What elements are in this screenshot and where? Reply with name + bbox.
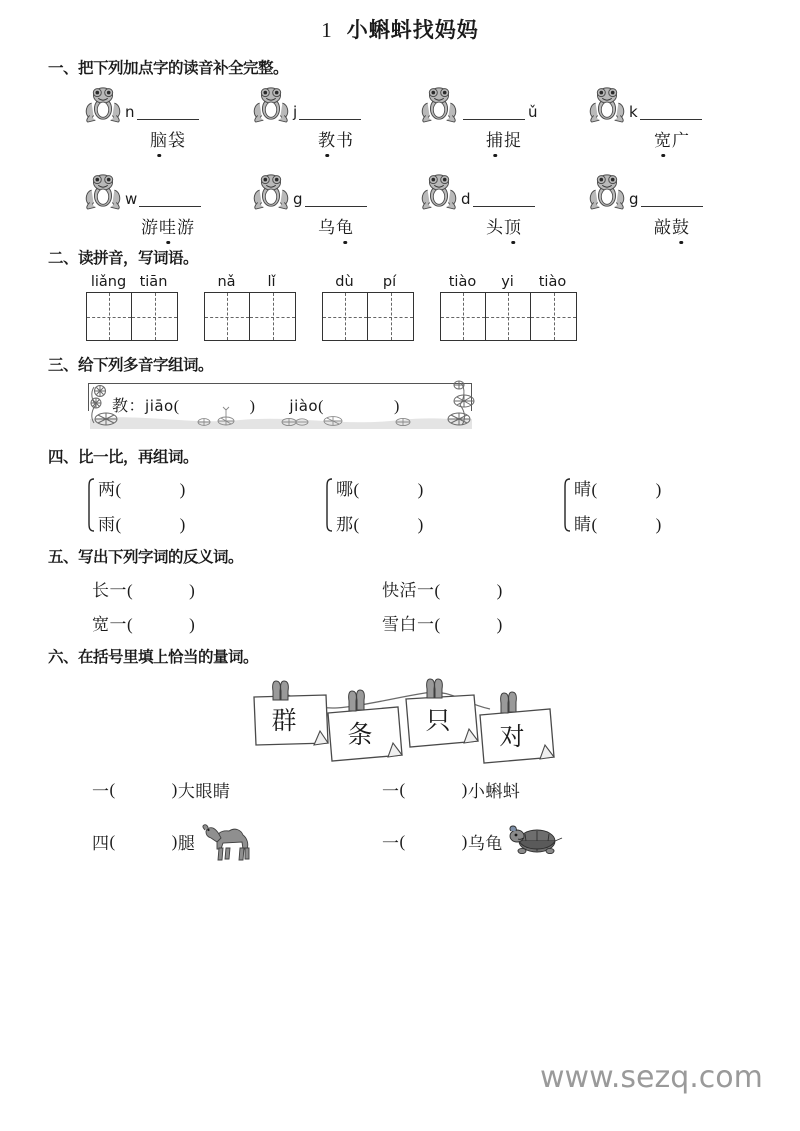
compare-character: 雨 — [98, 515, 116, 534]
lesson-title: 小蝌蚪找妈妈 — [346, 18, 479, 42]
section-four-heading: 四、比一比，再组词。 — [48, 448, 199, 466]
section-two-heading: 二、读拼音，写词语。 — [48, 249, 199, 267]
pinyin-prefix: g — [629, 190, 639, 208]
compare-item — [574, 510, 662, 535]
frog-icon — [84, 84, 122, 124]
section-five — [0, 545, 800, 635]
card-character: 条 — [347, 722, 373, 749]
camel-icon — [197, 816, 259, 867]
quantity: 一 — [382, 834, 400, 853]
frog-icon — [84, 171, 122, 211]
paren-open: ( — [115, 480, 122, 499]
paren-close: ) — [461, 831, 468, 851]
tianzige-cell[interactable] — [132, 293, 177, 340]
polyphone-character: 教 — [112, 398, 129, 415]
compare-item — [336, 510, 424, 535]
antonym-word: 长 — [92, 581, 110, 600]
pinyin-suffix — [199, 120, 204, 124]
answer-blank[interactable] — [463, 119, 525, 120]
brace-icon — [324, 477, 334, 533]
watermark-blue-mark — [498, 1000, 588, 1024]
compare-items — [574, 475, 662, 535]
page-title — [0, 0, 800, 46]
dotted-character: 捕 — [486, 131, 504, 150]
paren-open: ( — [115, 515, 122, 534]
polyphone-reading-pinyin: jiào — [289, 397, 319, 415]
pinyin-suffix — [703, 207, 708, 211]
tianzige-boxes — [204, 292, 296, 341]
paren-close: ) — [496, 581, 503, 600]
word-label — [252, 213, 420, 238]
pinyin-label: tiān — [139, 274, 168, 290]
measure-word-cards — [10, 669, 800, 769]
word-part: 头 — [486, 218, 504, 237]
card-character: 群 — [271, 708, 297, 735]
compare-item — [336, 475, 424, 500]
watermark: www.sezq.com — [540, 1060, 763, 1095]
paren-close: ) — [189, 581, 196, 600]
pinyin-item — [84, 78, 252, 124]
answer-blank[interactable] — [139, 206, 201, 207]
polyphone-reading-pinyin: jiāo — [145, 397, 174, 415]
tianzige-cell[interactable] — [323, 293, 368, 340]
compare-items — [98, 475, 186, 535]
paren-close: ) — [461, 779, 468, 799]
answer-blank[interactable] — [473, 206, 535, 207]
pinyin-prefix: d — [461, 190, 471, 208]
frog-icon — [252, 84, 290, 124]
brace-icon — [86, 477, 96, 533]
pinyin-labels — [322, 274, 414, 290]
section-six — [0, 645, 800, 867]
pinyin-item — [588, 165, 756, 211]
polyphone-colon: ： — [128, 398, 146, 415]
pinyin-labels — [440, 274, 577, 290]
antonym-item — [92, 576, 382, 601]
paren-close: ) — [393, 398, 400, 415]
pinyin-item — [252, 165, 420, 211]
noun-label: 小蝌蚪 — [467, 782, 521, 801]
paren-close: ) — [171, 831, 178, 851]
paren-open: ( — [109, 779, 116, 799]
card-character: 只 — [425, 708, 451, 735]
tianzige-cell[interactable] — [205, 293, 250, 340]
section-one-pinyin-row-2 — [0, 165, 800, 211]
antonym-word: 快活 — [382, 581, 417, 600]
paren-close: ) — [179, 480, 186, 499]
antonym-item — [92, 610, 382, 635]
word-part: 游 — [141, 218, 159, 237]
word-part: 书 — [336, 131, 354, 150]
paren-open: ( — [173, 398, 180, 415]
antonym-row — [0, 576, 800, 601]
frog-icon — [588, 171, 626, 211]
quantity: 一 — [92, 782, 110, 801]
paren-open: ( — [127, 581, 134, 600]
answer-blank[interactable] — [640, 119, 702, 120]
pinyin-prefix: w — [125, 190, 138, 208]
frog-icon — [420, 84, 458, 124]
compare-item — [98, 510, 186, 535]
clipped-cards-illustration — [240, 669, 570, 769]
pinyin-label: yi — [501, 274, 514, 290]
word-label — [420, 126, 588, 151]
section-one-heading: 一、把下列加点字的读音补全完整。 — [48, 59, 289, 77]
antonym-dash: 一 — [417, 615, 435, 634]
pinyin-suffix: ǔ — [528, 103, 538, 121]
answer-blank[interactable] — [305, 206, 367, 207]
antonym-item — [382, 576, 672, 601]
section-one-words-row-1 — [0, 126, 800, 151]
pinyin-item — [420, 78, 588, 124]
pinyin-label: liǎng — [90, 274, 127, 290]
tianzige-cell[interactable] — [250, 293, 295, 340]
dotted-character: 脑 — [150, 131, 168, 150]
pinyin-suffix — [702, 120, 707, 124]
frog-icon — [252, 171, 290, 211]
compare-character: 哪 — [336, 480, 354, 499]
tianzige-boxes — [322, 292, 414, 341]
paren-open: ( — [591, 480, 598, 499]
word-label — [588, 126, 756, 151]
section-one — [0, 56, 800, 238]
tianzige-group — [86, 274, 178, 341]
antonym-row — [0, 610, 800, 635]
paren-close: ) — [417, 480, 424, 499]
word-label — [84, 126, 252, 151]
tianzige-group — [440, 274, 577, 341]
tianzige-cell[interactable] — [531, 293, 576, 340]
tianzige-boxes — [86, 292, 178, 341]
pinyin-item — [252, 78, 420, 124]
compare-items — [336, 475, 424, 535]
word-label — [420, 213, 588, 238]
paren-close: ) — [189, 615, 196, 634]
paren-open: ( — [318, 398, 324, 415]
pinyin-label: tiào — [538, 274, 567, 290]
frog-icon — [420, 171, 458, 211]
pinyin-label: pí — [382, 274, 397, 290]
pinyin-label: nǎ — [217, 274, 236, 290]
dotted-character: 龟 — [336, 218, 354, 237]
paren-open: ( — [434, 615, 441, 634]
pinyin-suffix — [367, 207, 372, 211]
polyphone-box — [80, 375, 480, 437]
antonym-dash: 一 — [109, 581, 127, 600]
compare-groups-row — [0, 475, 800, 535]
pinyin-prefix: g — [293, 190, 303, 208]
noun-label: 大眼睛 — [177, 782, 231, 801]
word-part: 乌 — [318, 218, 336, 237]
pinyin-item — [84, 165, 252, 211]
section-six-heading: 六、在括号里填上恰当的量词。 — [48, 648, 259, 666]
compare-character: 两 — [98, 480, 116, 499]
section-two — [0, 246, 800, 341]
paren-close: ) — [655, 480, 662, 499]
pinyin-labels — [86, 274, 178, 290]
tianzige-group — [322, 274, 414, 341]
paren-open: ( — [591, 515, 598, 534]
quantity: 四 — [92, 834, 110, 853]
word-label — [84, 213, 252, 238]
paren-open: ( — [353, 480, 360, 499]
dotted-character: 哇 — [159, 218, 177, 237]
antonym-dash: 一 — [417, 581, 435, 600]
paren-close: ) — [496, 615, 503, 634]
pinyin-label: tiào — [448, 274, 477, 290]
brace-icon — [562, 477, 572, 533]
pinyin-prefix — [458, 120, 463, 124]
compare-character: 睛 — [574, 515, 592, 534]
turtle-icon — [505, 819, 565, 864]
measure-word-item — [92, 777, 382, 802]
tianzige-cell[interactable] — [441, 293, 486, 340]
dotted-character: 宽 — [654, 131, 672, 150]
tianzige-row — [0, 274, 800, 341]
section-three — [0, 353, 800, 437]
pinyin-suffix — [535, 207, 540, 211]
pinyin-prefix: j — [293, 103, 298, 121]
pinyin-item — [420, 165, 588, 211]
frog-icon — [588, 84, 626, 124]
dotted-character: 鼓 — [672, 218, 690, 237]
tianzige-cell[interactable] — [368, 293, 413, 340]
paren-open: ( — [434, 581, 441, 600]
word-part: 袋 — [168, 131, 186, 150]
paren-close: ) — [249, 398, 256, 415]
answer-blank[interactable] — [641, 206, 703, 207]
dotted-character: 顶 — [504, 218, 522, 237]
compare-group — [562, 475, 800, 535]
paren-close: ) — [655, 515, 662, 534]
answer-blank[interactable] — [137, 119, 199, 120]
paren-open: ( — [109, 831, 116, 851]
paren-close: ) — [179, 515, 186, 534]
measure-word-row — [0, 816, 800, 867]
paren-open: ( — [127, 615, 134, 634]
tianzige-cell[interactable] — [486, 293, 531, 340]
pinyin-label: lǐ — [267, 274, 276, 290]
paren-close: ) — [417, 515, 424, 534]
measure-word-row — [0, 777, 800, 802]
antonym-item — [382, 610, 672, 635]
section-three-heading: 三、给下列多音字组词。 — [48, 356, 214, 374]
card-character: 对 — [499, 724, 525, 751]
compare-character: 晴 — [574, 480, 592, 499]
measure-word-item — [382, 819, 672, 864]
word-part: 游 — [177, 218, 195, 237]
pinyin-suffix — [361, 120, 366, 124]
section-five-heading: 五、写出下列字词的反义词。 — [48, 548, 244, 566]
antonym-word: 雪白 — [382, 615, 417, 634]
noun-label: 乌龟 — [467, 834, 503, 853]
tianzige-group — [204, 274, 296, 341]
pinyin-item — [588, 78, 756, 124]
section-four — [0, 445, 800, 535]
polyphone-content — [112, 393, 400, 416]
noun-label: 腿 — [177, 834, 196, 853]
quantity: 一 — [382, 782, 400, 801]
pinyin-prefix: k — [629, 103, 638, 121]
compare-item — [574, 475, 662, 500]
lesson-number: 1 — [321, 18, 333, 42]
measure-word-item — [382, 777, 672, 802]
pinyin-label: dù — [335, 274, 354, 290]
paren-close: ) — [171, 779, 178, 799]
word-label — [588, 213, 756, 238]
word-part: 捉 — [504, 131, 522, 150]
measure-word-item — [92, 816, 382, 867]
compare-character: 那 — [336, 515, 354, 534]
tianzige-cell[interactable] — [87, 293, 132, 340]
tianzige-boxes — [440, 292, 577, 341]
section-one-pinyin-row-1 — [0, 78, 800, 124]
paren-open: ( — [399, 831, 406, 851]
compare-item — [98, 475, 186, 500]
word-part: 广 — [672, 131, 690, 150]
pinyin-prefix: n — [125, 103, 135, 121]
answer-blank[interactable] — [299, 119, 361, 120]
word-label — [252, 126, 420, 151]
paren-open: ( — [353, 515, 360, 534]
antonym-dash: 一 — [109, 615, 127, 634]
pinyin-labels — [204, 274, 296, 290]
paren-open: ( — [399, 779, 406, 799]
compare-group — [324, 475, 562, 535]
compare-group — [86, 475, 324, 535]
pinyin-suffix — [201, 207, 206, 211]
section-one-words-row-2 — [0, 213, 800, 238]
word-part: 敲 — [654, 218, 672, 237]
dotted-character: 教 — [318, 131, 336, 150]
antonym-word: 宽 — [92, 615, 110, 634]
